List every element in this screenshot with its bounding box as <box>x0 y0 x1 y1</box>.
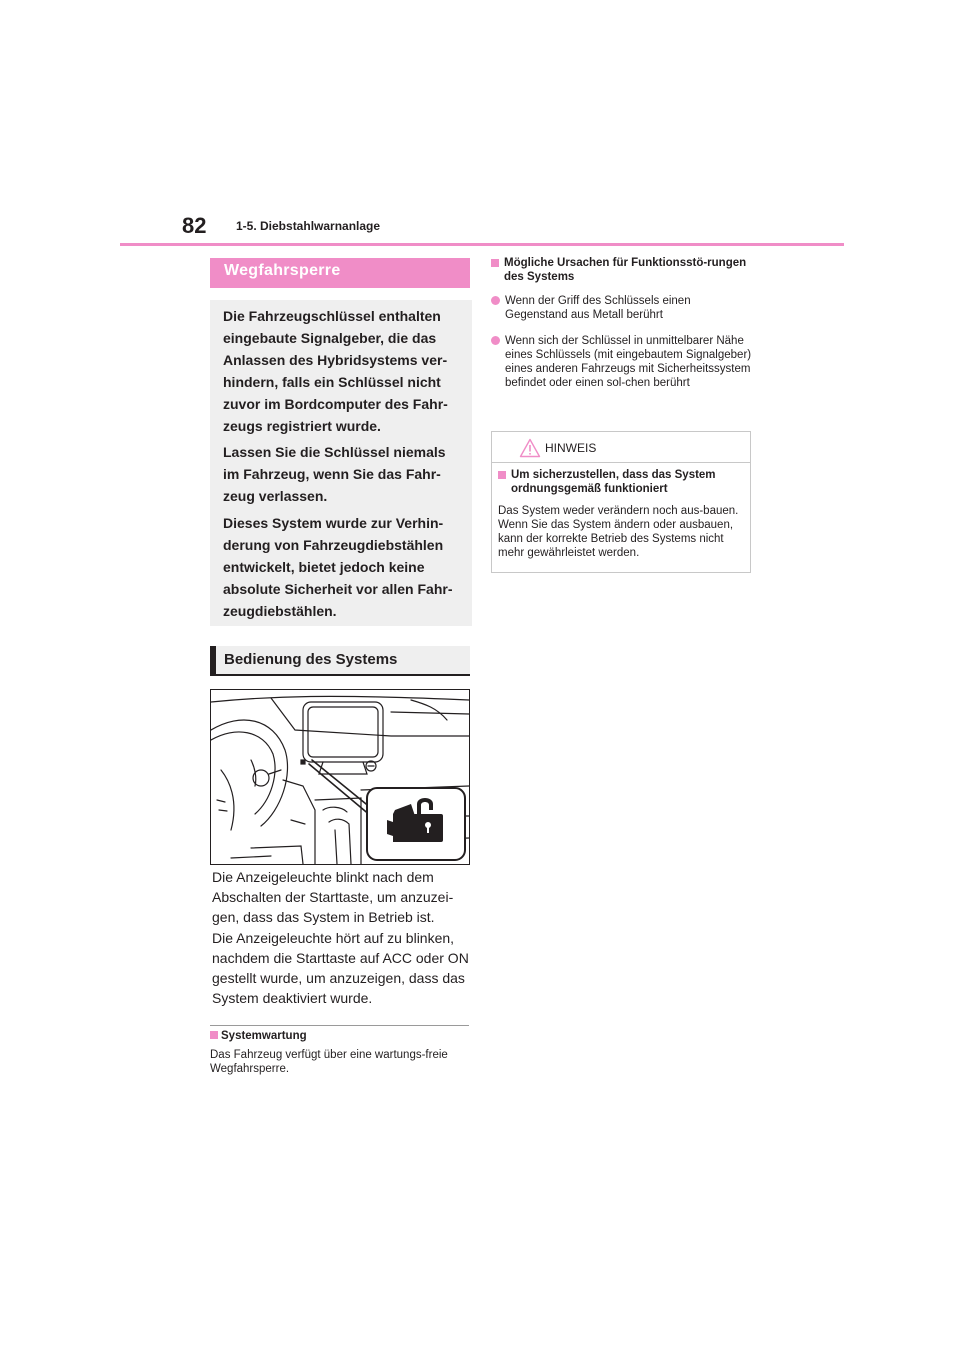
notice-divider <box>492 462 750 463</box>
intro-line: zeugdiebstählen. <box>223 603 337 619</box>
notice-label: HINWEIS <box>545 441 597 455</box>
intro-line: entwickelt, bietet jedoch keine <box>223 559 425 575</box>
intro-line: eingebaute Signalgeber, die das <box>223 330 437 346</box>
operation-heading <box>210 646 470 676</box>
body-paragraph: Die Anzeigeleuchte hört auf zu blinken, nachdem die Starttaste auf ACC oder ON gestellt wurde, um anzuzeigen, dass das System deaktiviert wurde. <box>212 930 469 1006</box>
square-bullet-icon <box>498 471 506 479</box>
body-paragraph: Die Anzeigeleuchte blinkt nach dem Abschalten der Starttaste, um anzuzei-gen, dass das System in Betrieb ist. <box>212 869 454 925</box>
notice-subheading-text: Um sicherzustellen, dass das System ordnungsgemäß funktioniert <box>511 469 716 495</box>
maintenance-text: Das Fahrzeug verfügt über eine wartungs-freie Wegfahrsperre. <box>210 1049 448 1075</box>
header-rule <box>120 243 844 246</box>
list-item <box>491 334 753 390</box>
list-item-text: Wenn der Griff des Schlüssels einen Gegenstand aus Metall berührt <box>505 295 691 321</box>
intro-line: Die Fahrzeugschlüssel enthalten <box>223 308 441 324</box>
list-item-text: Wenn sich der Schlüssel in unmittelbarer Nähe eines Schlüssels (mit eingebautem Signalgeber) eines anderen Fahrzeugs mit Sicherheitssystem befindet oder einen sol-chen berührt <box>505 335 752 389</box>
list-item <box>491 294 753 322</box>
intro-line: derung von Fahrzeugdiebstählen <box>223 537 444 553</box>
intro-box <box>210 300 472 626</box>
notice-subheading <box>498 468 746 496</box>
intro-line: Dieses System wurde zur Verhin- <box>223 515 444 531</box>
dashboard-illustration <box>210 689 470 865</box>
section-title: Wegfahrsperre <box>224 262 341 279</box>
intro-line: Lassen Sie die Schlüssel niemals <box>223 444 446 460</box>
intro-line: hindern, falls ein Schlüssel nicht <box>223 374 441 390</box>
round-bullet-icon <box>491 336 500 345</box>
heading-bar <box>210 646 216 676</box>
section-title-band <box>210 258 470 288</box>
maintenance-heading <box>210 1030 307 1042</box>
page-number: 82 <box>182 213 207 238</box>
intro-line: zeugs registriert wurde. <box>223 418 381 434</box>
operation-heading-text: Bedienung des Systems <box>224 651 398 668</box>
notice-text: Das System weder verändern noch aus-bauen. Wenn Sie das System ändern oder ausbauen, kann der korrekte Betrieb des Systems nicht mehr gewährleistet werden. <box>498 505 739 559</box>
causes-heading-text: Mögliche Ursachen für Funktionsstö-rungen des Systems <box>504 257 747 283</box>
causes-heading <box>491 256 751 284</box>
warning-triangle-icon <box>519 438 541 458</box>
intro-line: Anlassen des Hybridsystems ver- <box>223 352 448 368</box>
divider <box>210 1025 469 1026</box>
maintenance-heading-text: Systemwartung <box>221 1030 307 1042</box>
intro-line: absolute Sicherheit vor allen Fahr- <box>223 581 453 597</box>
square-bullet-icon <box>491 259 499 267</box>
notice-header <box>492 432 750 462</box>
square-bullet-icon <box>210 1031 218 1039</box>
round-bullet-icon <box>491 296 500 305</box>
chapter-title: 1-5. Diebstahlwarnanlage <box>236 219 381 233</box>
intro-line: zeug verlassen. <box>223 488 328 504</box>
notice-box <box>491 431 751 573</box>
intro-line: zuvor im Bordcomputer des Fahr- <box>223 396 448 412</box>
intro-line: im Fahrzeug, wenn Sie das Fahr- <box>223 466 441 482</box>
